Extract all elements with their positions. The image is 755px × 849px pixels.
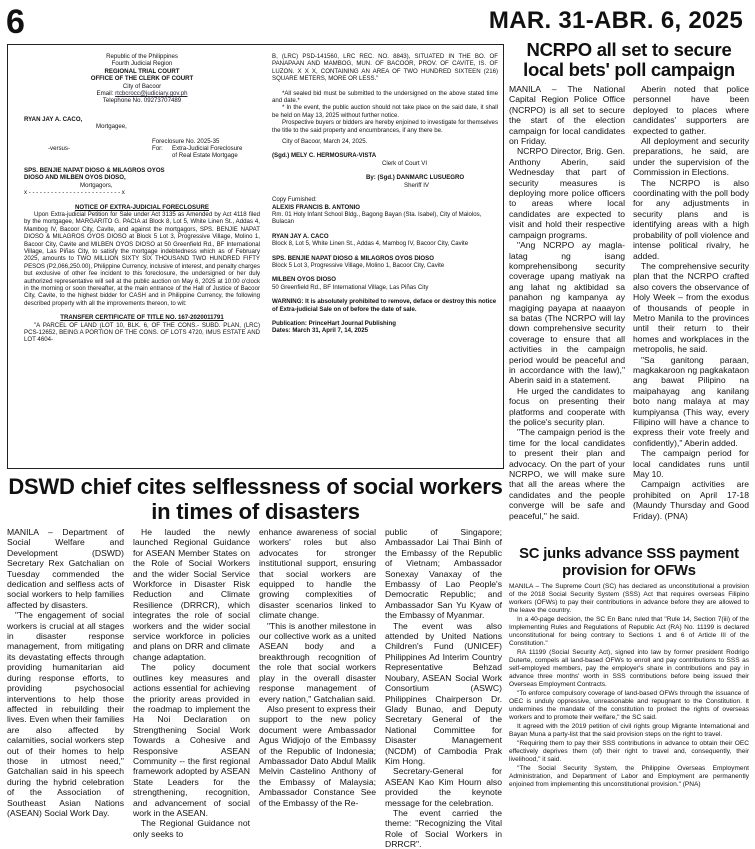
telephone: Telephone No. 09273707489 (102, 97, 182, 105)
foreclosure-number: Foreclosure No. 2025-35 (152, 137, 220, 145)
mortgagors-role: Mortgagors, (80, 181, 113, 189)
foreclosure-notice-box (7, 44, 504, 469)
tct-body: "A PARCEL OF LAND (LOT 10, BLK. 6, OF THE CONS.- SUBD. PLAN, (LRC) PCS-12652, BEING A PORTION OF THE CONS. OF LOTS 4720, IMUS ESTATE AND LOT 4604- (24, 321, 260, 344)
dswd-paragraph: Secretary-General for ASEAN Kao Kim Hourn also provided the keynote message for the celebration. (385, 766, 502, 808)
ncrpo-paragraph: The campaign period for local candidates runs until May 10. (633, 448, 749, 480)
notice-left-column (24, 53, 260, 344)
sss-paragraph: "To enforce compulsory coverage of land-based OFWs through the issuance of OEC is unduly oppressive, unreasonable and repugnant to the Constitution. It undermines the mandate of the constitution to protect the rights of overseas workers and to promote their welfare," the SC said. (509, 690, 749, 721)
notice-title: NOTICE OF EXTRA-JUDICIAL FORECLOSURE (75, 203, 209, 211)
dswd-paragraph: enhance awareness of social workers' roles but also advocates for stronger institutional support, ensuring that social workers are equipped to handle the growing complexities of disaster scenarios linked to climate change. (259, 527, 376, 621)
issue-date: MAR. 31-ABR. 6, 2025 (488, 7, 743, 34)
publication-dates: Dates: March 31, April 7, 14, 2025 (272, 327, 368, 335)
dswd-column-2 (133, 527, 250, 839)
sss-paragraph: "The Social Security System, the Philippine Overseas Employment Administration, and Department of Labor and Employment are permanently enjoined from implementing this unconstitutional provision." (PNA) (509, 765, 749, 788)
publication-line: Publication: PrinceHart Journal Publishing (272, 319, 396, 327)
ncrpo-paragraph: "Ang NCRPO ay magla-latag ng isang komprehensibong security coverage upang matiyak na ang lahat ng aktibidad sa panahon ng kampanya ay magiging payapa at naaayon sa batas (The NCRPO will lay down comprehensive security coverage to ensure that all activities in the campaign period would be peaceful and in accordance with the law)," Aberin said in a statement. (509, 240, 625, 386)
sss-article (509, 546, 749, 790)
dswd-article (7, 527, 504, 849)
dswd-paragraph: "The engagement of social workers is crucial at all stages in disaster response management, from mitigating its devastating effects through providing humanitarian aid during response efforts, to providing psychosocial interventions to help those affected in rebuilding their lives. Even when their families are also affected by calamities, social workers step out of their homes to help those in utmost need," Gatchalian said in his speech during the hybrid celebration of the Association of Southeast Asian Nations (ASEAN) Social Work Day. (7, 610, 124, 818)
email-label: Email: (96, 90, 114, 98)
ncrpo-paragraph: He urged the candidates to focus on presenting their platforms and cooperate with the police's security plan. (509, 385, 625, 427)
mortgagee-role: Mortgagee, (96, 123, 127, 131)
notice-header-line: REGIONAL TRIAL COURT (104, 67, 180, 75)
copy-furnished-address: Block 5 Lot 3, Progressive Village, Molino 1, Bacoor City, Cavite (272, 261, 445, 269)
sss-paragraph: MANILA – The Supreme Court (SC) has declared as unconstitutional a provision of the 2018 Social Security System (SSS) Act that requires overseas Filipino workers (OFWs) to pay their contributions in advance before they are allowed to the leave the country. (509, 583, 749, 614)
tct-title: TRANSFER CERTIFICATE OF TITLE NO. 167-2020011791 (60, 314, 224, 322)
signature-clerk-title: Clerk of Court VI (382, 159, 428, 167)
dswd-headline: DSWD chief cites selflessness of social workers in times of disasters (8, 474, 503, 524)
versus-label: -versus- (48, 145, 71, 153)
signature-sheriff-title: Sheriff IV (404, 181, 429, 189)
dswd-column-1 (7, 527, 124, 818)
copy-furnished-name: ALEXIS FRANCIS B. ANTONIO (272, 203, 361, 211)
copy-furnished-name: RYAN JAY A. CACO (272, 232, 329, 240)
ncrpo-column-2 (633, 84, 749, 521)
notice-header-line: Republic of the Philippines (106, 53, 178, 60)
signature-sheriff: By: (Sgd.) DANMARC LUSUEGRO (366, 174, 465, 182)
notice-right-column (272, 53, 498, 335)
ncrpo-paragraph: The NCRPO is also coordinating with the poll body for any adjustments in security plans and is identifying areas with a high probability of poll violence and intense political rivalry, he added. (633, 177, 749, 261)
dswd-paragraph: public of Singapore; Ambassador Lai Thai Binh of the Embassy of the Republic of Vietnam; Ambassador Sonexay Vanaxay of the Embassy of Lao People's Democratic Republic; and Ambassador San Yu Kyaw of the Embassy of Myanmar. (385, 527, 502, 621)
ncrpo-paragraph: MANILA – The National Capital Region Police Office (NCRPO) is all set to secure the start of the election campaign for local candidates on Friday. (509, 84, 625, 147)
ncrpo-paragraph: "Sa ganitong paraan, magkakaroon ng pagkakataon ang bawat Pilipino na maipahayag ang kanilang boto nang malaya at may kumpiyansa (This way, every Filipino will have a chance to express their vote freely and confidently)," Aberin added. (633, 354, 749, 448)
city-date: City of Bacoor, March 24, 2025. (282, 138, 368, 146)
sss-paragraph: In a 40-page decision, the SC En Banc ruled that "Rule 14, Section 7(iii) of the Implementing Rules and Regulations of Republic Act (RA) No. 11199 is declared unconstitutional for being contrary to Sections 1 and 6 of Article III of the Constitution." (509, 616, 749, 647)
page-number: 6 (6, 3, 25, 41)
ncrpo-paragraph: Aberin noted that police personnel have been deployed to places where candidates' supporters are expected to gather. (633, 84, 749, 136)
warning-note: WARNING: It is absolutely prohibited to remove, deface or destroy this notice of Extra-judicial Sale on of before the date of sale. (272, 298, 497, 313)
ncrpo-headline: NCRPO all set to secure local bets' poll campaign (523, 39, 735, 80)
copy-furnished-name: MILBEN OYOS DIOSO (272, 276, 336, 284)
for-text-2: of Real Estate Mortgage (172, 152, 238, 160)
copy-furnished-address: 50 Greenfield Rd., BF International Village, Las Piñas City (272, 283, 429, 291)
notice-header-line: OFFICE OF THE CLERK OF COURT (90, 75, 194, 83)
ncrpo-paragraph: "The campaign period is the time for the local candidates to present their plan and advocacy. On the part of your NCRPO, we will make sure that all the areas where the candidates and the people converge will be safe and peaceful," he said. (509, 427, 625, 521)
sss-headline: SC junks advance SSS payment provision for OFWs (519, 546, 739, 579)
property-description: B, (LRC) PSD-141560, LRC REC. NO. 8843), SITUATED IN THE BO. OF PANAPAAN AND MAMBOG, MUN. OF BACOOR, PROV. OF CAVITE, IS. OF LUZON. X X X, CONTAINING AN AREA OF TWO HUNDRED SIXTEEN (216) SQUARE METERS, MORE OR LESS." (272, 53, 498, 83)
sealed-bid-note: *All sealed bid must be submitted to the undersigned on the above stated time and date.* (272, 89, 498, 105)
separator-line: x - - - - - - - - - - - - - - - - - - - - - - - - - x (24, 189, 125, 197)
dswd-paragraph: The event was also attended by United Nations Children's Fund (UNICEF) Philippines Ad Interim Country Representative Behzad Noubary, ASEAN Social Work Consortium (ASWC) Philippines Chairperson Dr. Glady Bunao, and Deputy Secretary General of the National Committee for Disaster Management (NCDM) of Cambodia Prak Kim Hong. (385, 620, 502, 766)
copy-furnished-label: Copy Furnished: (272, 196, 317, 204)
ncrpo-column-1 (509, 84, 625, 521)
ncrpo-paragraph: All deployment and security preparations, he said, are under the supervision of the Commission in Elections. (633, 136, 749, 178)
signature-clerk: (Sgd.) MELY C. HERMOSURA-VISTA (272, 152, 377, 160)
notice-body: Upon Extra-judicial Petition for Sale under Act 3135 as Amended by Act 4118 filed by the mortgagee, MARGARITO G. PACIA at Block 8, Lot 5, White Linen St., Addas 4, Mambog IV, Bacoor City, Cavite, and against the mortgagors, SPS. BENJIE NAPAT DIOSO & MILAGROS OYOS DIOSO at Block 5 Lot 3, Progressive Village, Molino 1, Bacoor City, Cavite and MILBEN OYOS DIOSO at 50 Greenfield Rd., BF International Village, Las Piñas City, to satisfy the mortgage indebtedness which as of February 2025, amounts to TWO MILLION SIXTY SIX THOUSAND TWO HUNDRED FIFTY PESOS (P2,066,250.00), Philippine Currency, inclusive of interest, and penalty charges but exclusive of other fee incident to this foreclosure, the undersigned or her duly authorized representative will sell at the public auction on May 6, 2025 at 10:00 o'clock in the morning or soon thereafter, at the main entrance of the Hall of Justice of Bacoor City, Cavite, to the highest bidder for CASH and in Philippine Currency, the following described property with all the improvements thereon, to wit: (24, 210, 260, 307)
dswd-column-4 (385, 527, 502, 849)
sss-paragraph: RA 11199 (Social Security Act), signed into law by former president Rodrigo Duterte, compels all land-based OFWs to enroll and pay contributions to SSS as self-employed members, pay the employer's share in contributions and pay in advance three months' worth in SSS contributions before being issued their Overseas Employment Contracts. (509, 649, 749, 688)
dswd-paragraph: The policy document outlines key measures and actions essential for achieving the priority areas provided in the roadmap to implement the Ha Noi Declaration on Strengthening Social Work Towards a Cohesive and Responsive ASEAN Community -- the first regional framework adopted by ASEAN State Leaders for the strengthening, recognition, and advancement of social work in the ASEAN. (133, 662, 250, 818)
masthead (0, 0, 755, 40)
copy-furnished-address: Block 8, Lot 5, White Linen St., Addas 4, Mambog IV, Bacoor City, Cavite (272, 240, 469, 248)
notice-header-line: Fourth Judicial Region (111, 60, 173, 68)
notice-header-line: City of Bacoor (122, 82, 162, 90)
dswd-paragraph: MANILA – Department of Social Welfare and Development (DSWD) Secretary Rex Gatchalian on Tuesday commended the dedication and selfless acts of social workers to help families affected by disasters. (7, 527, 124, 610)
ncrpo-paragraph: The comprehensive security plan that the NCRPO crafted also covers the observance of Holy Week – from the exodus of thousands of people in Metro Manila to the provinces until their return to their homes and workplaces in the metropolis, he said. (633, 260, 749, 355)
dswd-paragraph: The event carried the theme: "Recognizing the Vital Role of Social Workers in DRRCR". (385, 807, 502, 849)
mortgagors-line-2: DIOSO AND MILBEN OYOS DIOSO, (24, 174, 126, 182)
postpone-note: * In the event, the public auction should not take place on the said date, it shall be held on May 13, 2025 without further notice. (272, 104, 498, 119)
ncrpo-paragraph: NCRPO Director, Brig. Gen. Anthony Aberin, said Wednesday that part of security measures is deploying more police officers to areas where local candidates are expected to visit and hold their respective campaign programs. (509, 146, 625, 240)
bidders-note: Prospective buyers or bidders are hereby enjoined to investigate for themselves the title to the said property and encumbrances, if any there be. (272, 119, 498, 134)
for-text: Extra-Judicial Foreclosure (172, 145, 243, 153)
copy-furnished-address: Rm. 01 Holy Infant School Bldg., Bagong Bayan (Sta. Isabel), City of Malolos, Bulacan (272, 210, 482, 226)
dswd-paragraph: Also present to express their support to the new policy document were Ambassador Agus Widjojo of the Embassy of the Republic of Indonesia; Ambassador Dato Abdul Malik Melvin Castelino Anthony of the Embassy of Malaysia; Ambassador Constance See of the Embassy of the Re- (259, 703, 376, 808)
ncrpo-article (509, 39, 749, 521)
dswd-paragraph: He lauded the newly launched Regional Guidance for ASEAN Member States on the Role of Social Workers and the wider Social Service Workforce in Disaster Risk Reduction and Climate Resilience (DRRCR), which integrates the role of social workers and the wider social service workforce in policies and plans on DRR and climate change adaptation. (133, 527, 250, 662)
sss-paragraph: It agreed with the 2019 petition of civil rights group Migrante International and Bayan Muna a party-list that the said provision steps on the right to travel. (509, 723, 749, 738)
mortgagee-name: RYAN JAY A. CACO, (24, 115, 83, 123)
copy-furnished-name: SPS. BENJIE NAPAT DIOSO & MILAGROS OYOS DIOSO (272, 254, 434, 262)
email-link[interactable]: rtcbcrocc@judiciary.gov.ph (115, 90, 188, 98)
ncrpo-paragraph: Campaign activities are prohibited on April 17-18 (Maundy Thursday and Good Friday). (PNA) (633, 479, 749, 521)
dswd-column-3 (259, 527, 376, 808)
mortgagors-line-1: SPS. BENJIE NAPAT DIOSO & MILAGROS OYOS (24, 166, 165, 174)
dswd-paragraph: "This is another milestone in our collective work as a united ASEAN body and a breakthrough recognition of the role that social workers play in the overall disaster response management of every nation," Gatchalian said. (259, 620, 376, 704)
sss-paragraph: "Requiring them to pay their SSS contributions in advance to obtain their OEC effectively deprives them (of) their right to travel and, consequently, their livelihood," it said. (509, 740, 749, 763)
for-label: For: (152, 145, 163, 153)
sss-body (509, 583, 749, 789)
dswd-paragraph: The Regional Guidance not only seeks to (133, 818, 250, 839)
